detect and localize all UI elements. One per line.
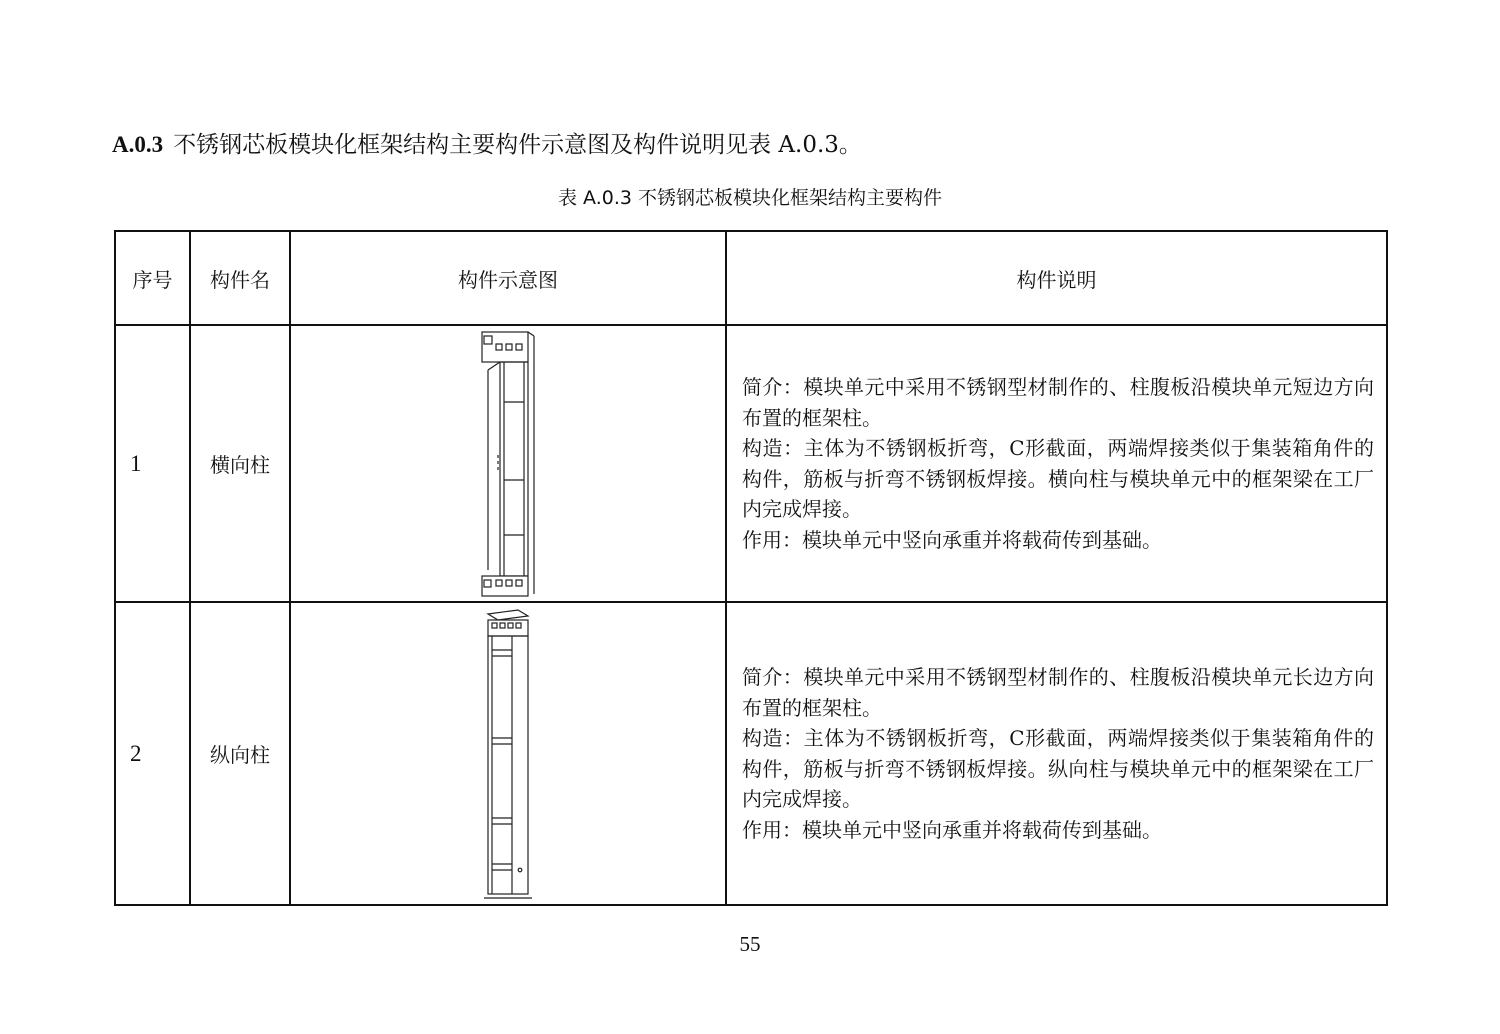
description-construction: 构造：主体为不锈钢板折弯，C形截面，两端焊接类似于集装箱角件的构件，筋板与折弯不锈钢板焊接。纵向柱与模块单元中的框架梁在工厂内完成焊接。 [742,726,1374,811]
component-figure [290,602,726,905]
description-function: 作用：模块单元中竖向承重并将载荷传到基础。 [742,527,1162,552]
header-name: 构件名 [190,231,290,325]
section-number: A.0.3 [112,132,164,157]
description-intro: 简介：模块单元中采用不锈钢型材制作的、柱腹板沿模块单元短边方向布置的框架柱。 [742,375,1374,430]
header-figure: 构件示意图 [290,231,726,325]
component-figure [290,325,726,602]
component-table [114,230,1388,906]
component-description [726,602,1387,905]
transverse-column-drawing-icon [478,330,538,598]
description-intro: 简介：模块单元中采用不锈钢型材制作的、柱腹板沿模块单元长边方向布置的框架柱。 [742,665,1374,720]
table-caption: 表 A.0.3 不锈钢芯板模块化框架结构主要构件 [558,187,942,209]
row-number: 1 [115,325,190,602]
longitudinal-column-drawing-icon [478,608,538,900]
section-heading [112,126,862,159]
description-function: 作用：模块单元中竖向承重并将载荷传到基础。 [742,817,1162,842]
header-no: 序号 [115,231,190,325]
component-description [726,325,1387,602]
component-name: 横向柱 [190,325,290,602]
component-name: 纵向柱 [190,602,290,905]
page-number: 55 [739,932,761,956]
description-construction: 构造：主体为不锈钢板折弯，C形截面，两端焊接类似于集装箱角件的构件，筋板与折弯不锈钢板焊接。横向柱与模块单元中的框架梁在工厂内完成焊接。 [742,436,1374,521]
table-row [115,325,1387,602]
row-number: 2 [115,602,190,905]
header-description: 构件说明 [726,231,1387,325]
table-header-row [115,231,1387,325]
section-text: 不锈钢芯板模块化框架结构主要构件示意图及构件说明见表 A.0.3。 [173,132,862,158]
table-row [115,602,1387,905]
